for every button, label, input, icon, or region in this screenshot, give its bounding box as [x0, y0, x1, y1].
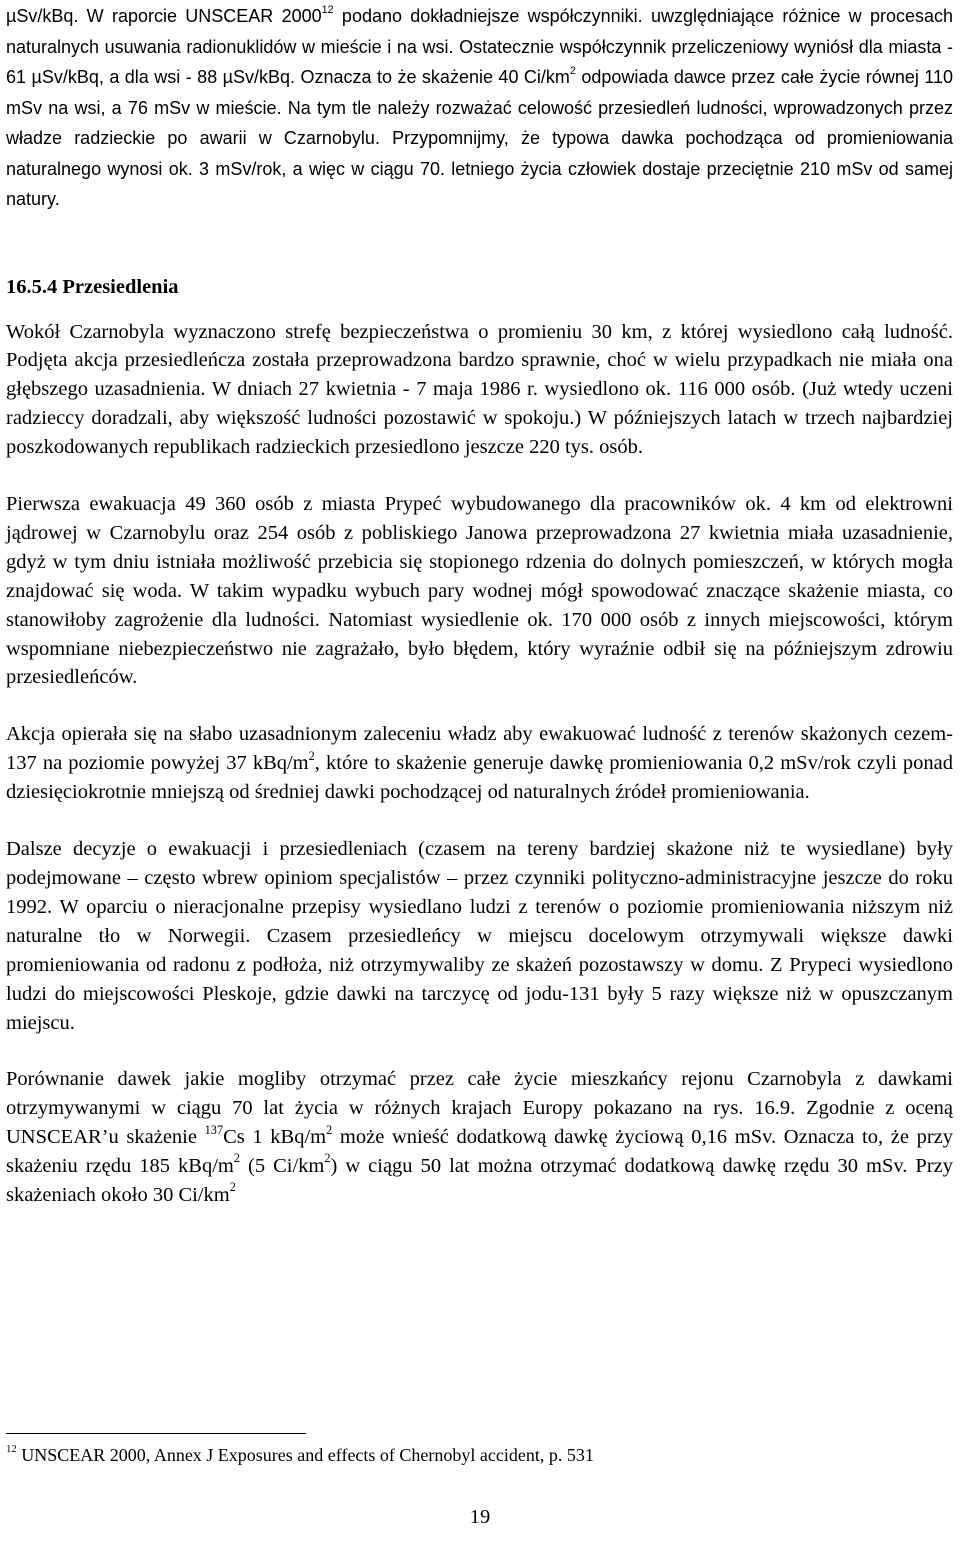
paragraph-5: Porównanie dawek jakie mogliby otrzymać przez całe życie mieszkańcy rejonu Czarnobyla z dawkami otrzymywanymi w ciągu 70 lat życia w różnych krajach Europy pokazano na rys. 16.9. Zgodnie z oceną UNSCEAR’u skażenie $^{137}$Cs 1 kBq/$m^2$ może wnieść dodatkową dawkę życiową 0,16 mSv. Oznacza to, że przy skażeniu rzędu 185 kBq/$m^2$ (5 $Ci/km^2$) w ciągu 50 lat można otrzymać dodatkową dawkę rzędu 30 mSv. Przy skażeniach około 30 $Ci/km^2$ [6, 1068, 953, 1207]
paragraph-1: Wokół Czarnobyla wyznaczono strefę bezpieczeństwa o promieniu 30 km, z której wysiedlono całą ludność. Podjęta akcja przesiedleńcza została przeprowadzona bardzo sprawnie, choć w wielu przypadkach nie miała ona głębszego uzasadnienia. W dniach 27 kwietnia - 7 maja 1986 r. wysiedlono ok. 116 000 osób. (Już wtedy uczeni radzieccy doradzali, aby większość ludności pozostawić w spokoju.) W późniejszych latach w trzech najbardziej poszkodowanych republikach radzieckich przesiedlono jeszcze 220 tys. osób. [6, 320, 953, 459]
paragraph-4: Dalsze decyzje o ewakuacji i przesiedleniach (czasem na tereny bardziej skażone niż te wysiedlane) były podejmowane – często wbrew opiniom specjalistów – przez czynniki polityczno-administracyjne jeszcze do roku 1992. W oparciu o nieracjonalne przepisy wysiedlano ludzi z terenów o poziomie promieniowania niższym niż naturalne tło w Norwegii. Czasem przesiedleńcy w miejscu docelowym otrzymywali większe dawki promieniowania od radonu z podłoża, niż otrzymywaliby ze skażeń pozostawszy w domu. Z Prypeci wysiedlono ludzi do miejscowości Pleskoje, gdzie dawki na tarczycę od jodu-131 były 5 razy większe niż w opuszczanym miejscu. [6, 838, 953, 1034]
paragraph-2: Pierwsza ewakuacja 49 360 osób z miasta Prypeć wybudowanego dla pracowników ok. 4 km od elektrowni jądrowej w Czarnobylu oraz 254 osób z pobliskiego Janowa przeprowadzona 27 kwietnia miała uzasadnienie, gdyż w tym dniu istniała możliwość przebicia się stopionego rdzenia do dolnych pomieszczeń, w których mogła znajdować się woda. W takim wypadku wybuch pary wodnej mógł spowodować znaczące skażenie miasta, co stanowiłoby zagrożenie dla ludności. Natomiast wysiedlenie ok. 170 000 osób z innych miejscowości, którym wspomniane niebezpieczeństwo nie zagrażało, było błędem, który wyraźnie odbił się na późniejszym zdrowiu przesiedleńców. [6, 493, 953, 689]
footnote-mark: 12 [6, 1443, 17, 1456]
paragraph-3: Akcja opierała się na słabo uzasadnionym zaleceniu władz aby ewakuować ludność z terenów skażonych cezem-137 na poziomie powyżej 37 kBq/$m^2$, które to skażenie generuje dawkę promieniowania 0,2 mSv/rok czyli ponad dziesięciokrotnie mniejszą od średniej dawki pochodzącej od naturalnych źródeł promieniowania. [6, 723, 953, 804]
paragraph-intro: µSv/kBq. W raporcie UNSCEAR 2000$^{12}$ podano dokładniejsze współczynniki. uwzględniające różnice w procesach naturalnych usuwania radionuklidów w mieście i na wsi. Ostatecznie współczynnik przeliczeniowy wyniósł dla miasta - 61 µSv/kBq, a dla wsi - 88 µSv/kBq. Oznacza to że skażenie 40 $Ci/km^2$ odpowiada dawce przez całe życie równej 110 mSv na wsi, a 76 mSv w mieście. Na tym tle należy rozważać celowość przesiedleń ludności, wprowadzonych przez władze radzieckie po awarii w Czarnobylu. Przypomnijmy, że typowa dawka pochodząca od promieniowania naturalnego wynosi ok. 3 mSv/rok, a więc w ciągu 70. letniego życia człowiek dostaje przeciętnie 210 mSv od samej natury. [6, 4, 953, 209]
footnote-text: UNSCEAR 2000, Annex J Exposures and effects of Chernobyl accident, p. 531 [16, 1445, 594, 1465]
footnote-separator [6, 1433, 306, 1434]
footnote-ref: 12 [321, 4, 334, 17]
section-heading: 16.5.4 Przesiedlenia [6, 275, 179, 298]
footnote [6, 1444, 906, 1466]
page-number: 19 [469, 1506, 491, 1528]
